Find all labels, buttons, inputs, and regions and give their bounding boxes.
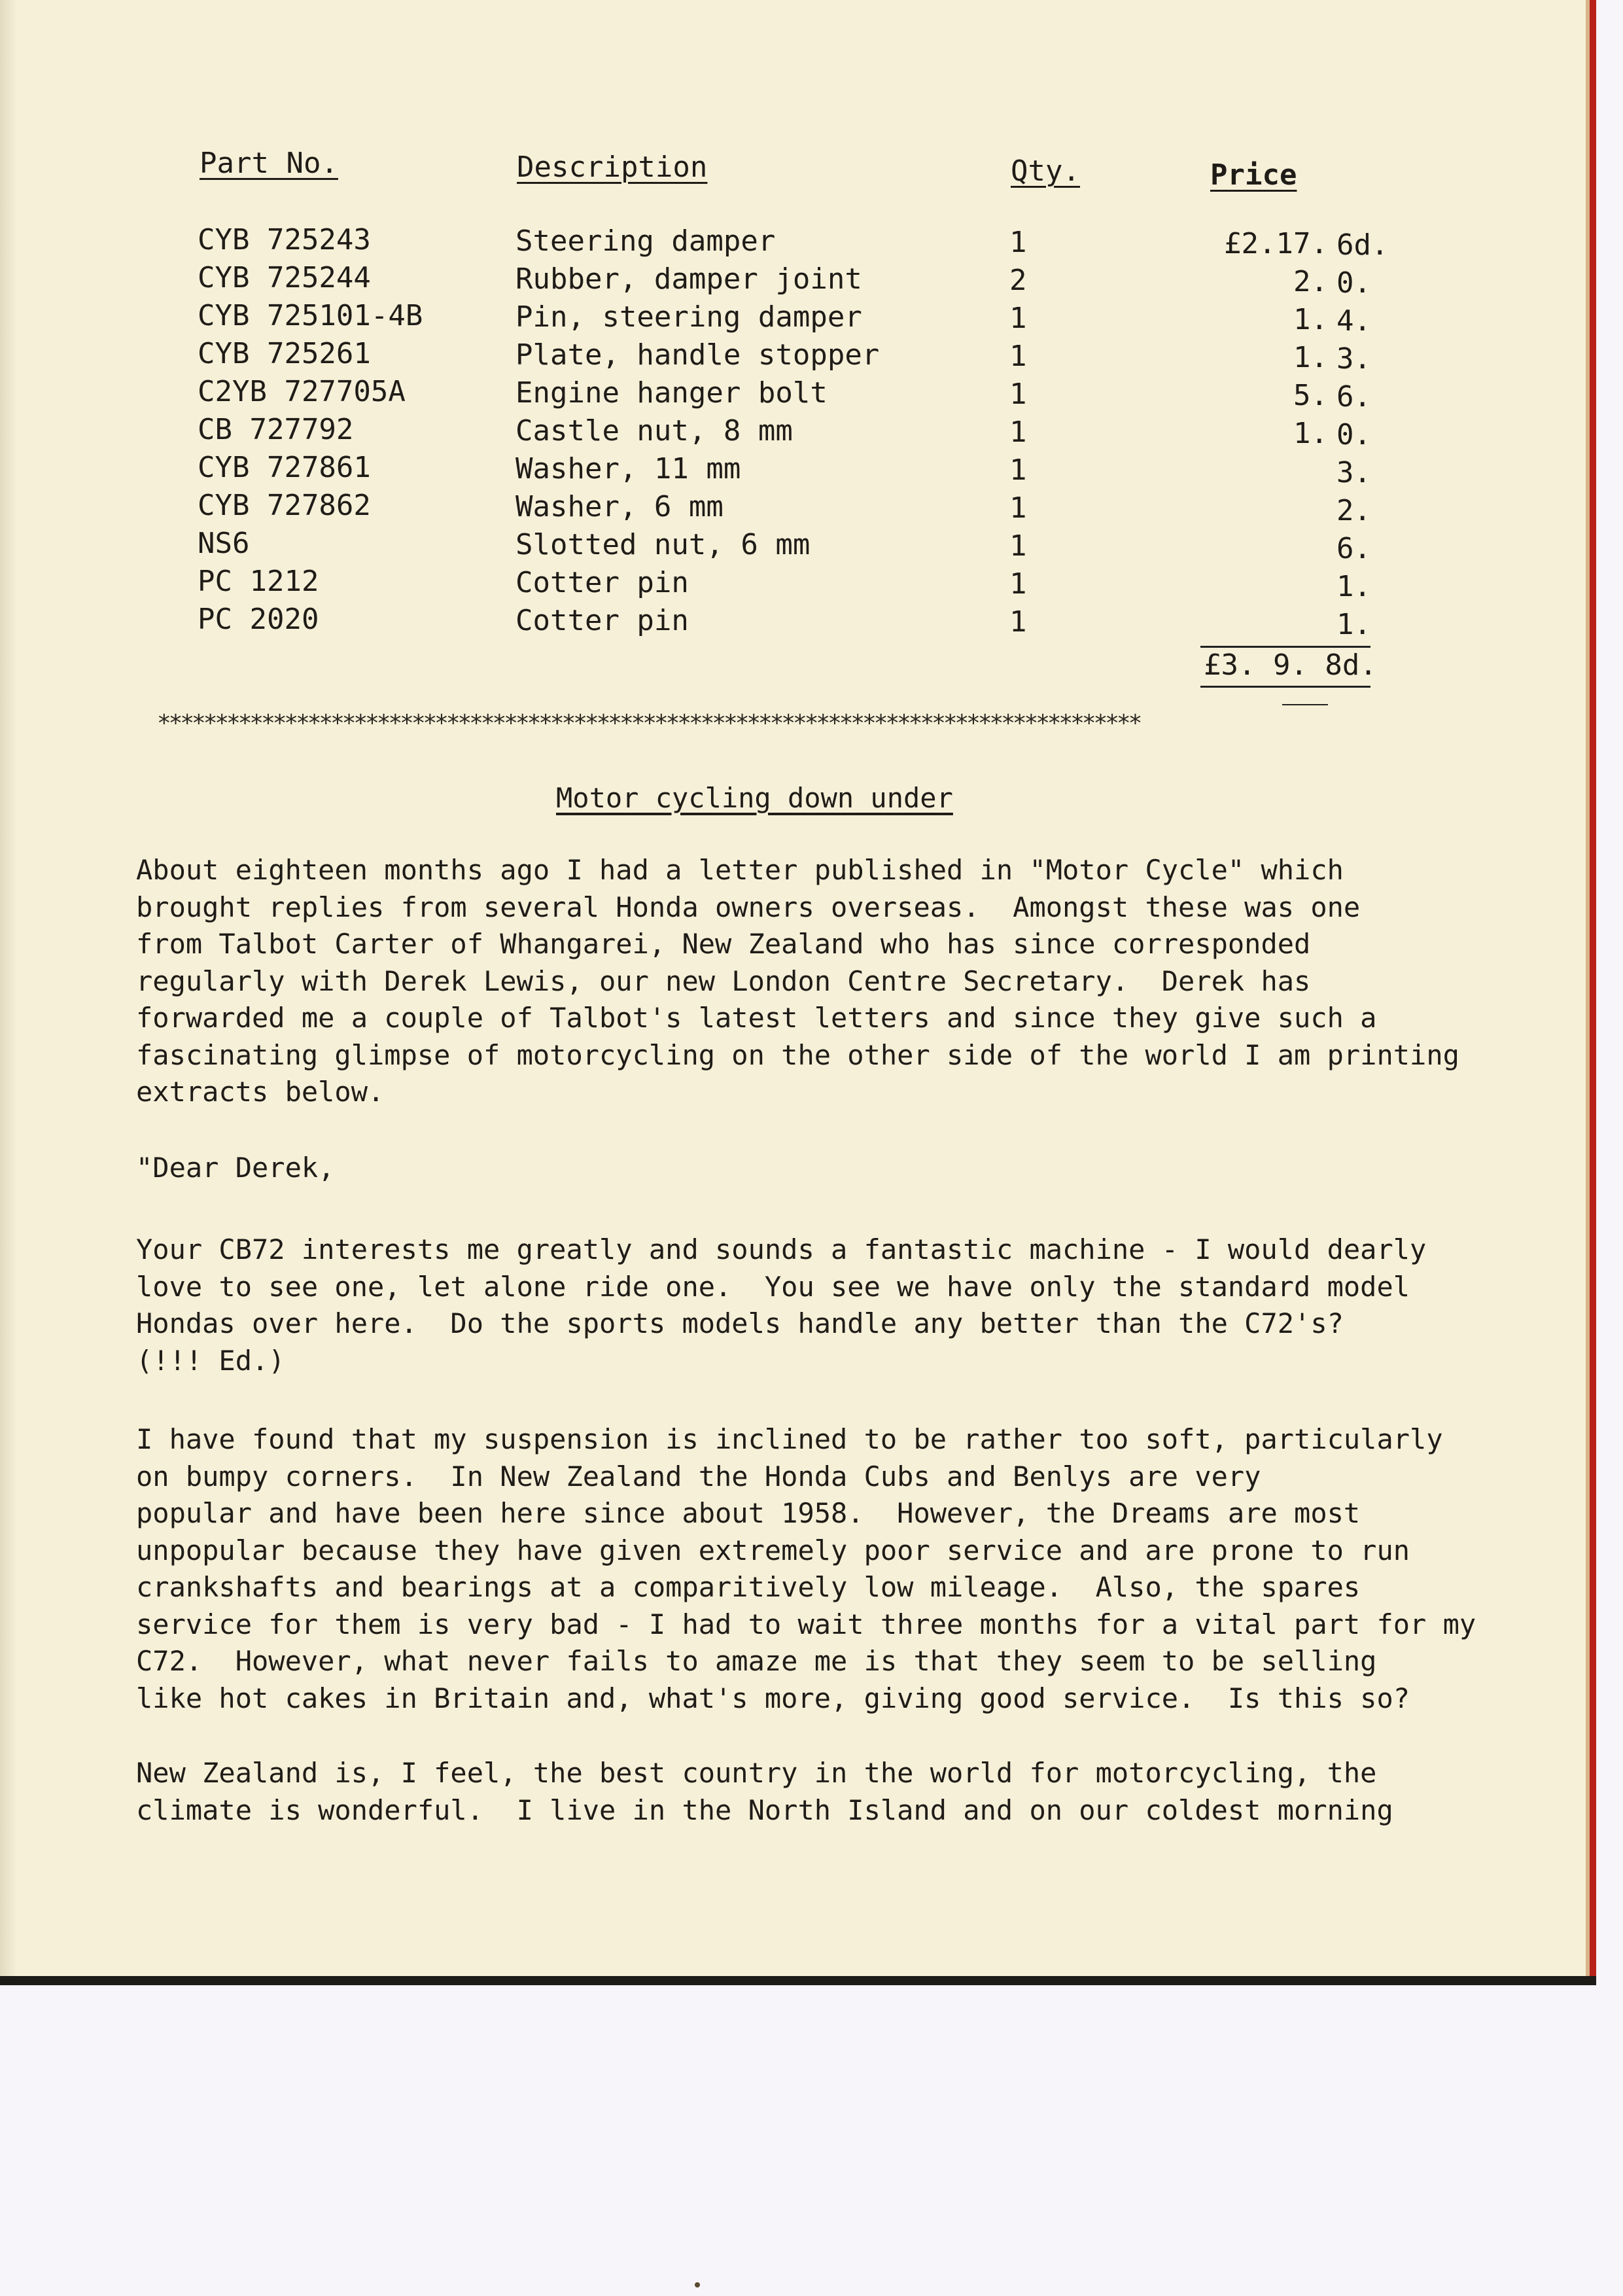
asterisk-separator: ************************************************************************************* [157,710,1140,737]
total-short-rule [1282,704,1328,705]
total-bottom-rule [1200,686,1370,688]
paragraph-3 [136,1755,1543,1829]
price-shillings-cell: 1. [1293,341,1328,374]
quantity-cell: 1 [1009,226,1027,259]
part-number-cell: CYB 725261 [198,337,371,370]
intro-line: from Talbot Carter of Whangarei, New Zealand who has since corresponded [136,928,1311,960]
price-pence-cell: 1. [1336,570,1371,603]
price-pence-cell: 3. [1336,456,1371,489]
part-number-cell: CYB 725243 [198,223,371,256]
price-pence-cell: 3. [1336,342,1371,376]
paragraph-2 [136,1421,1543,1717]
part-number-cell: NS6 [198,527,250,560]
quantity-cell: 1 [1009,529,1027,563]
paragraph-2-line: crankshafts and bearings at a comparitively low mileage. Also, the spares [136,1571,1361,1603]
part-number-cell: C2YB 727705A [198,375,406,408]
paragraph-2-line: popular and have been here since about 1958. However, the Dreams are most [136,1497,1361,1529]
paragraph-1 [136,1231,1543,1379]
total-top-rule [1200,646,1370,648]
quantity-cell: 1 [1009,453,1027,487]
header-description: Description [517,150,708,184]
paragraph-2-line: unpopular because they have given extremely poor service and are prone to run [136,1534,1410,1566]
paragraph-3-line: New Zealand is, I feel, the best country in the world for motorcycling, the [136,1757,1377,1789]
description-cell: Plate, handle stopper [515,338,880,372]
paragraph-1-line: Hondas over here. Do the sports models handle any better than the C72's? [136,1307,1344,1339]
description-cell: Castle nut, 8 mm [515,414,793,448]
part-number-cell: CYB 725244 [198,261,371,294]
part-number-cell: CYB 727861 [198,451,371,484]
price-pence-cell: 4. [1336,304,1371,338]
intro-line: forwarded me a couple of Talbot's latest letters and since they give such a [136,1002,1377,1034]
part-number-cell: CYB 727862 [198,489,371,522]
salutation [136,1150,1543,1187]
salutation-line: "Dear Derek, [136,1152,335,1184]
price-pence-cell: 0. [1336,266,1371,300]
description-cell: Cotter pin [515,604,689,637]
article-title: Motor cycling down under [556,782,953,814]
price-pence-cell: 6. [1336,380,1371,414]
intro-line: About eighteen months ago I had a letter published in "Motor Cycle" which [136,854,1344,886]
price-pence-cell: 2. [1336,494,1371,527]
price-pence-cell: 6. [1336,532,1371,565]
description-cell: Washer, 6 mm [515,490,724,523]
quantity-cell: 1 [1009,415,1027,449]
quantity-cell: 1 [1009,302,1027,335]
price-shillings-cell: £2.17. [1224,227,1328,260]
price-shillings-cell: 2. [1293,265,1328,298]
description-cell: Steering damper [515,224,776,258]
header-qty: Qty. [1011,154,1080,188]
intro-line: extracts below. [136,1076,385,1108]
intro-line: regularly with Derek Lewis, our new London Centre Secretary. Derek has [136,964,1311,997]
price-shillings-cell: 5. [1293,379,1328,412]
intro-paragraph [136,852,1543,1111]
price-pence-cell: 6d. [1336,228,1389,262]
part-number-cell: CYB 725101-4B [198,299,423,332]
stray-mark [695,2282,700,2287]
price-pence-cell: 1. [1336,608,1371,641]
price-shillings-cell: 1. [1293,417,1328,450]
header-part-no: Part No. [200,147,338,180]
paragraph-2-line: on bumpy corners. In New Zealand the Honda Cubs and Benlys are very [136,1460,1261,1492]
paragraph-2-line: service for them is very bad - I had to wait three months for a vital part for my [136,1608,1476,1640]
paragraph-1-line: love to see one, let alone ride one. You see we have only the standard model [136,1270,1410,1303]
paragraph-2-line: C72. However, what never fails to amaze me is that they seem to be selling [136,1645,1377,1677]
paragraph-2-line: like hot cakes in Britain and, what's more, giving good service. Is this so? [136,1682,1410,1714]
description-cell: Cotter pin [515,566,689,599]
quantity-cell: 2 [1009,264,1027,297]
page-fold-shadow [0,0,17,1976]
quantity-cell: 1 [1009,340,1027,373]
price-pence-cell: 0. [1336,418,1371,451]
quantity-cell: 1 [1009,567,1027,601]
description-cell: Engine hanger bolt [515,376,828,410]
intro-line: brought replies from several Honda owners overseas. Amongst these was one [136,891,1361,923]
part-number-cell: PC 2020 [198,603,319,636]
price-shillings-cell: 1. [1293,303,1328,336]
header-price: Price [1210,158,1297,192]
paragraph-1-line: Your CB72 interests me greatly and sounds a fantastic machine - I would dearly [136,1233,1427,1265]
paragraph-3-line: climate is wonderful. I live in the North Island and on our coldest morning [136,1793,1393,1826]
description-cell: Slotted nut, 6 mm [515,528,811,561]
paragraph-1-line: (!!! Ed.) [136,1344,285,1377]
description-cell: Washer, 11 mm [515,452,741,486]
part-number-cell: CB 727792 [198,413,354,446]
description-cell: Pin, steering damper [515,300,862,334]
quantity-cell: 1 [1009,491,1027,525]
intro-line: fascinating glimpse of motorcycling on the other side of the world I am printing [136,1038,1459,1071]
quantity-cell: 1 [1009,378,1027,411]
description-cell: Rubber, damper joint [515,262,862,296]
paragraph-2-line: I have found that my suspension is inclined to be rather too soft, particularly [136,1423,1443,1455]
part-number-cell: PC 1212 [198,565,319,598]
quantity-cell: 1 [1009,605,1027,639]
total-price: £3. 9. 8d. [1204,648,1377,682]
